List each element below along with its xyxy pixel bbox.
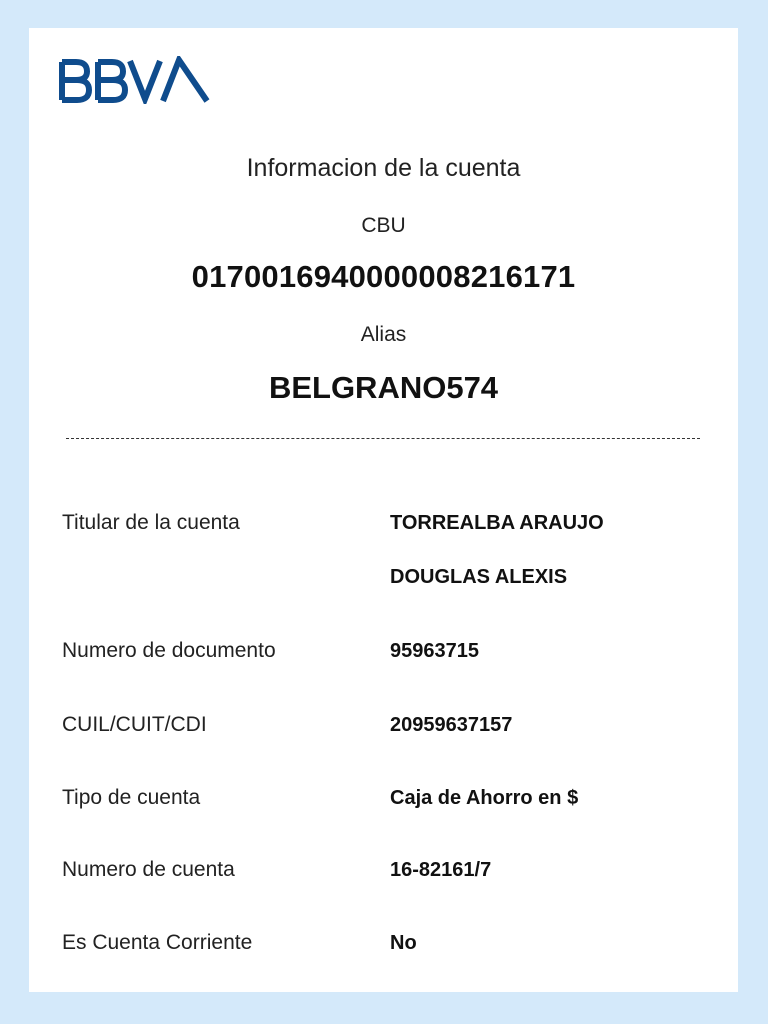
account-holder-value-line2: DOUGLAS ALEXIS [390, 566, 568, 588]
account-info-card [29, 28, 738, 992]
account-number-value: 16-82161/7 [390, 859, 492, 881]
is-checking-account-value: No [390, 932, 417, 954]
account-type-value: Caja de Ahorro en $ [390, 787, 579, 809]
document-number-label: Numero de documento [62, 639, 276, 662]
bbva-logo [59, 56, 211, 104]
alias-value: BELGRANO574 [268, 370, 499, 405]
alias-label: Alias [360, 323, 407, 346]
section-title: Informacion de la cuenta [246, 154, 521, 182]
cbu-value: 0170016940000008216171 [191, 259, 576, 294]
cbu-label: CBU [361, 214, 406, 237]
dashed-divider [66, 438, 700, 439]
account-type-label: Tipo de cuenta [62, 786, 201, 809]
account-number-label: Numero de cuenta [62, 858, 235, 881]
is-checking-account-label: Es Cuenta Corriente [62, 931, 253, 954]
account-holder-label: Titular de la cuenta [62, 511, 240, 534]
cuil-label: CUIL/CUIT/CDI [62, 713, 207, 736]
cuil-value: 20959637157 [390, 714, 513, 736]
account-holder-value-line1: TORREALBA ARAUJO [390, 512, 604, 534]
document-number-value: 95963715 [390, 640, 479, 662]
